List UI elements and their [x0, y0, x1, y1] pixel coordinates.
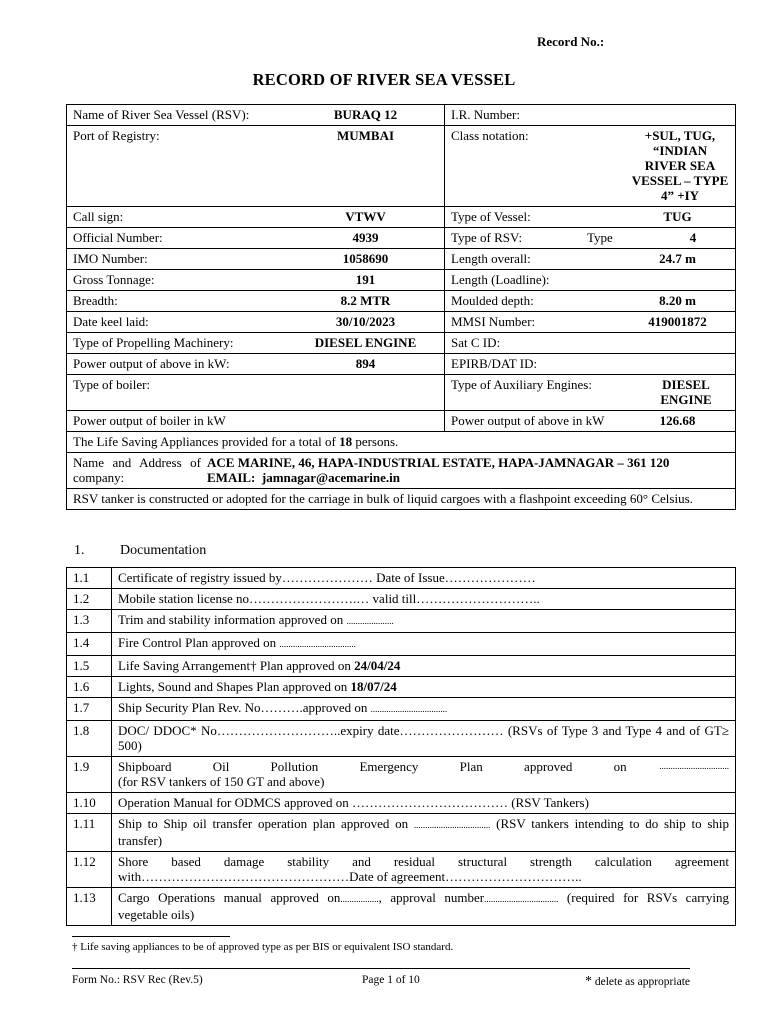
length-loadline-label: Length (Loadline):	[451, 272, 550, 287]
length-loadline-value	[626, 272, 729, 287]
doc-row: 1.7 Ship Security Plan Rev. No……….approved on ..................................	[67, 698, 736, 721]
company-label: Name and Address of company:	[73, 455, 201, 485]
footnote: † Life saving appliances to be of approved type as per BIS or equivalent ISO standard.	[72, 941, 454, 953]
record-number-label: Record No.:	[537, 34, 605, 49]
boiler-type-value	[293, 377, 438, 392]
doc-row: 1.2 Mobile station license no…………………….… valid till………………………..	[67, 589, 736, 610]
footer-rule	[72, 968, 690, 969]
breadth-label: Breadth:	[73, 293, 118, 308]
doc-row: 1.3 Trim and stability information approved on .....................	[67, 610, 736, 633]
tanker-note: RSV tanker is constructed or adopted for the carriage in bulk of liquid cargoes with a flashpoint exceeding 60° Celsius.	[67, 489, 736, 510]
power-output-value: 894	[355, 356, 376, 371]
port-value: MUMBAI	[336, 128, 395, 143]
doc-row: 1.5 Life Saving Arrangement† Plan approved on 24/04/24	[67, 656, 736, 677]
gross-tonnage-label: Gross Tonnage:	[73, 272, 155, 287]
call-sign-label: Call sign:	[73, 209, 124, 224]
doc-row: 1.4 Fire Control Plan approved on ..................................	[67, 633, 736, 656]
doc-row: 1.12 Shore based damage stability and residual structural strength calculation agreement with…………………………………………Date of agreement…………………………..	[67, 852, 736, 888]
ir-number-label: I.R. Number:	[451, 107, 520, 122]
rsv-type-value: 4	[689, 230, 697, 245]
official-number-label: Official Number:	[73, 230, 163, 245]
footnote-rule	[72, 936, 230, 937]
aux-power-value: 126.68	[659, 413, 696, 428]
documentation-table	[66, 567, 736, 926]
aux-engines-value: DIESEL ENGINE	[660, 377, 712, 407]
mmsi-label: MMSI Number:	[451, 314, 536, 329]
moulded-depth-label: Moulded depth:	[451, 293, 534, 308]
lsa-plan-date: 24/04/24	[354, 658, 401, 673]
sat-c-value	[626, 335, 729, 350]
class-notation-value: +SUL, TUG, “INDIAN RIVER SEA VESSEL – TYPE 4” +IY	[631, 128, 729, 203]
official-number-value: 4939	[352, 230, 379, 245]
gross-tonnage-value: 191	[355, 272, 376, 287]
lights-plan-date: 18/07/24	[350, 679, 397, 694]
doc-row: 1.11 Ship to Ship oil transfer operation plan approved on .................................. (RSV tankers intending to do ship to ship transfer)	[67, 814, 736, 852]
vessel-info-table	[66, 104, 736, 510]
length-overall-value: 24.7 m	[659, 251, 696, 266]
company-address: ACE MARINE, 46, HAPA-INDUSTRIAL ESTATE, HAPA-JAMNAGAR – 361 120	[207, 455, 670, 470]
rsv-name-value: BURAQ 12	[333, 107, 398, 122]
breadth-value: 8.2 MTR	[340, 293, 391, 308]
power-output-label: Power output of above in kW:	[73, 356, 230, 371]
propelling-machinery-value: DIESEL ENGINE	[314, 335, 417, 350]
moulded-depth-value: 8.20 m	[659, 293, 696, 308]
vessel-type-value: TUG	[663, 209, 692, 224]
delete-note: * delete as appropriate	[584, 974, 690, 989]
page-number: Page 1 of 10	[362, 974, 420, 986]
rsv-name-label: Name of River Sea Vessel (RSV):	[73, 107, 250, 122]
propelling-machinery-label: Type of Propelling Machinery:	[73, 335, 234, 350]
company-email: jamnagar@acemarine.in	[261, 470, 400, 485]
doc-row: 1.8 DOC/ DDOC* No………………………..expiry date…………………… (RSVs of Type 3 and Type 4 and of GT≥ 500)	[67, 721, 736, 757]
keel-date-label: Date keel laid:	[73, 314, 149, 329]
mmsi-value: 419001872	[648, 314, 707, 329]
rsv-type-word: Type	[587, 230, 613, 245]
epirb-value	[626, 356, 729, 371]
boiler-type-label: Type of boiler:	[73, 377, 151, 392]
call-sign-value: VTWV	[345, 209, 386, 224]
aux-engines-label: Type of Auxiliary Engines:	[451, 377, 592, 392]
keel-date-value: 30/10/2023	[335, 314, 396, 329]
rsv-type-label: Type of RSV:	[451, 230, 523, 245]
doc-row: 1.10 Operation Manual for ODMCS approved on ……………………………… (RSV Tankers)	[67, 793, 736, 814]
email-label: EMAIL:	[207, 470, 256, 485]
epirb-label: EPIRB/DAT ID:	[451, 356, 538, 371]
length-overall-label: Length overall:	[451, 251, 531, 266]
doc-row: 1.1 Certificate of registry issued by………………… Date of Issue…………………	[67, 568, 736, 589]
lsa-persons-row: The Life Saving Appliances provided for a total of 18 persons.	[67, 432, 736, 453]
ir-number-value	[626, 107, 729, 122]
documentation-heading: 1. Documentation	[74, 543, 207, 558]
asterisk-icon: *	[584, 974, 592, 989]
doc-row: 1.13 Cargo Operations manual approved on................., approval number................................. (required for RSVs carrying vegetable oils)	[67, 888, 736, 926]
document-title: RECORD OF RIVER SEA VESSEL	[252, 70, 516, 89]
imo-value: 1058690	[342, 251, 389, 266]
sat-c-label: Sat C ID:	[451, 335, 501, 350]
imo-label: IMO Number:	[73, 251, 148, 266]
vessel-type-label: Type of Vessel:	[451, 209, 531, 224]
doc-row: 1.9 Shipboard Oil Pollution Emergency Plan approved on ............................... (for RSV tankers of 150 GT and above)	[67, 757, 736, 793]
class-notation-label: Class notation:	[451, 128, 529, 143]
aux-power-label: Power output of above in kW	[451, 413, 605, 428]
doc-row: 1.6 Lights, Sound and Shapes Plan approved on 18/07/24	[67, 677, 736, 698]
port-label: Port of Registry:	[73, 128, 160, 143]
form-number: Form No.: RSV Rec (Rev.5)	[72, 974, 203, 986]
boiler-power-label: Power output of boiler in kW	[73, 413, 226, 428]
lsa-persons-count: 18	[339, 434, 353, 449]
boiler-power-value	[293, 413, 438, 428]
